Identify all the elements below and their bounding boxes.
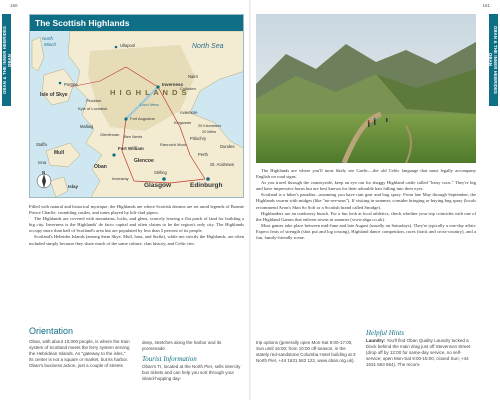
page-number-right: 161 <box>482 3 490 8</box>
map-label-glencoe: Glencoe <box>134 158 154 164</box>
section-text: trip options (generally open Mon-Sat 9:00-17:00, Sun until 16:00; from 10:00 off-season, in the stately red-sandstone Columba Hotel building at 3 North Pier, +44 1631 563 122, www.oban.org.uk). <box>256 340 356 363</box>
map-label-ben-nevis: Ben Nevis <box>124 134 143 139</box>
paragraph: The Highlands are covered with mountains, lochs, and glens, scarcely leaving a flat patch of land for building a big city. Inverness is the Highlands' de facto capital and often claims to be the region's only city. The Highlands occupy more than half of Scotland's area but are populated by less than 5 percent of its people. <box>29 216 244 234</box>
map-label-culloden: Culloden <box>180 86 196 91</box>
map-label-stirling: Stirling <box>154 170 167 175</box>
hint-text: You'll find Oban Quality Laundry tucked a block behind the main drag just off Stevenson Street (drop off by 12:00 for same-day service, no self-service; open Mon-Sat 9:00-15:00, closed Sun; +44 1631 563 554). The recom- <box>366 338 471 367</box>
map-scale-mi: 20 Miles <box>202 130 217 134</box>
section-text <box>366 338 474 368</box>
map-label-north: North <box>42 36 54 41</box>
section-heading: Orientation <box>29 326 74 336</box>
map-scale-km: 20 Kilometers <box>198 124 222 128</box>
map-label-inverness: Inverness <box>162 82 184 87</box>
trip-options-section <box>256 340 358 364</box>
paragraph: Filled with natural and historical mystique, the Highlands are where Scottish dreams are set amid legends of Bonnie Prince Charlie, crumbling castles, and tunes played by kilt-clad pipers. <box>29 204 244 216</box>
paragraph: As you travel through the countryside, keep an eye out for shaggy Highland cattle called "hairy coos." They're big and have impressive horns but are best known for their adorable hair falling into their eyes. <box>256 180 476 192</box>
map-label-inveraray: Inveraray <box>112 176 129 181</box>
map-label-kingussie: Kingussie <box>174 120 192 125</box>
map-label-fort-augustus: Fort Augustus <box>130 116 155 121</box>
paragraph: Highlanders are an outdoorsy bunch. For a fun look at local athletics, check whether your trip coincides with one of the Highland Games that enliven towns in summer (www.shga.co.uk). <box>256 210 476 222</box>
hint-label: Laundry: <box>366 338 386 343</box>
map-label-edinburgh: Edinburgh <box>190 182 223 189</box>
orientation-section <box>29 326 131 369</box>
map-label-oban: Oban <box>94 164 107 170</box>
map-graphic <box>30 31 244 198</box>
helpful-hints-section <box>366 326 474 368</box>
map-label-islay: Islay <box>68 184 79 189</box>
right-body-text <box>256 168 476 241</box>
compass-north-icon: N <box>42 170 46 175</box>
map-label-glasgow: Glasgow <box>144 182 172 189</box>
paragraph: The Highlands are where you'll most likely see Gaelic—the old Celtic language that must legally accompany English on road signs. <box>256 168 476 180</box>
map-label-mull: Mull <box>54 150 64 156</box>
map-label-aviemore: Aviemore <box>180 110 198 115</box>
map-label-nairn: Nairn <box>188 74 199 79</box>
map-label-kyle: Kyle of Lochalsh <box>78 106 108 111</box>
map-label-loch-ness: Loch Ness <box>140 102 159 107</box>
tourist-info-section <box>142 340 244 382</box>
chapter-tab-left <box>2 14 11 106</box>
photo-graphic <box>256 14 476 163</box>
map-label-minch: Minch <box>44 42 57 47</box>
highlands-map <box>29 14 244 198</box>
paragraph: Scotland is a hiker's paradise...assuming you have rain gear and bug spray. From late May through September, the Highlands swarm with midges (like "no-see-ums"). If visiting in summer, consider bringing or buying bug spray (locals recommend Avon's Skin So Soft or a Scottish brand called Smidge). <box>256 192 476 210</box>
map-title-bar <box>30 15 243 31</box>
map-label-plockton: Plockton <box>86 98 102 103</box>
chapter-tab-title: OBAN & THE INNER HEBRIDES <box>2 25 7 95</box>
map-label-perth: Perth <box>198 152 209 157</box>
map-label-glenfinnan: Glenfinnan <box>100 132 120 137</box>
subsection-heading: Helpful Hints <box>366 329 404 337</box>
chapter-tab-title: OBAN & THE INNER HEBRIDES <box>493 25 498 95</box>
chapter-tab-subtitle: OBAN <box>488 53 493 67</box>
map-label-highlands: H I G H L A N D S <box>110 88 188 97</box>
map-title: The Scottish Highlands <box>35 18 130 28</box>
left-intro-text <box>29 204 244 247</box>
map-label-dundee: Dundee <box>220 144 235 149</box>
chapter-tab-right <box>489 14 498 106</box>
chapter-tab-subtitle: OBAN <box>7 53 12 67</box>
page-number-left: 160 <box>10 3 18 8</box>
map-label-rannoch: Rannoch Moor <box>160 142 187 147</box>
paragraph: Scotland's Hebrides Islands (among them Skye, Mull, Iona, and Staffa), while not strictly the Highlands, are often included simply because they share much of the same culture, clan history, and Celtic ties. <box>29 234 244 246</box>
map-label-iona: Iona <box>38 160 47 165</box>
subsection-heading: Tourist Information <box>142 355 197 363</box>
map-label-ullapool: Ullapool <box>120 43 136 48</box>
section-text: Oban's TI, located at the North Pier, sells intercity bus tickets and can help you sort through your island-hopping day- <box>142 364 241 381</box>
map-label-fort-william: Fort William <box>118 146 144 151</box>
map-label-staffa: Staffa <box>36 142 47 147</box>
map-label-mallaig: Mallaig <box>80 124 94 129</box>
section-text: Oban, with about 10,000 people, is where the train system of Scotland meets the ferry system serving the Hebridean Islands. As "gateway to the isles," its center is not a square or market, but its harbor. Oban's business action, just a couple of streets <box>29 339 130 368</box>
paragraph: Most games take place between mid-June and late August (usually on Saturdays). They're typically a one-day affair. Expect feats of strength (shot put and log tossing), Highland dance competition, races (track and cross-country), and a fun, family-friendly scene. <box>256 222 476 241</box>
map-label-skye: Isle of Skye <box>40 92 68 98</box>
map-label-north-sea: North Sea <box>192 43 224 50</box>
page-gutter <box>249 0 251 400</box>
map-label-portree: Portree <box>64 82 78 87</box>
section-text: deep, stretches along the harbor and its promenade. <box>142 340 222 351</box>
map-label-st-andrews: St. Andrews <box>210 162 235 167</box>
highlands-photo <box>256 14 476 163</box>
map-label-pitlochry: Pitlochry <box>190 136 207 141</box>
